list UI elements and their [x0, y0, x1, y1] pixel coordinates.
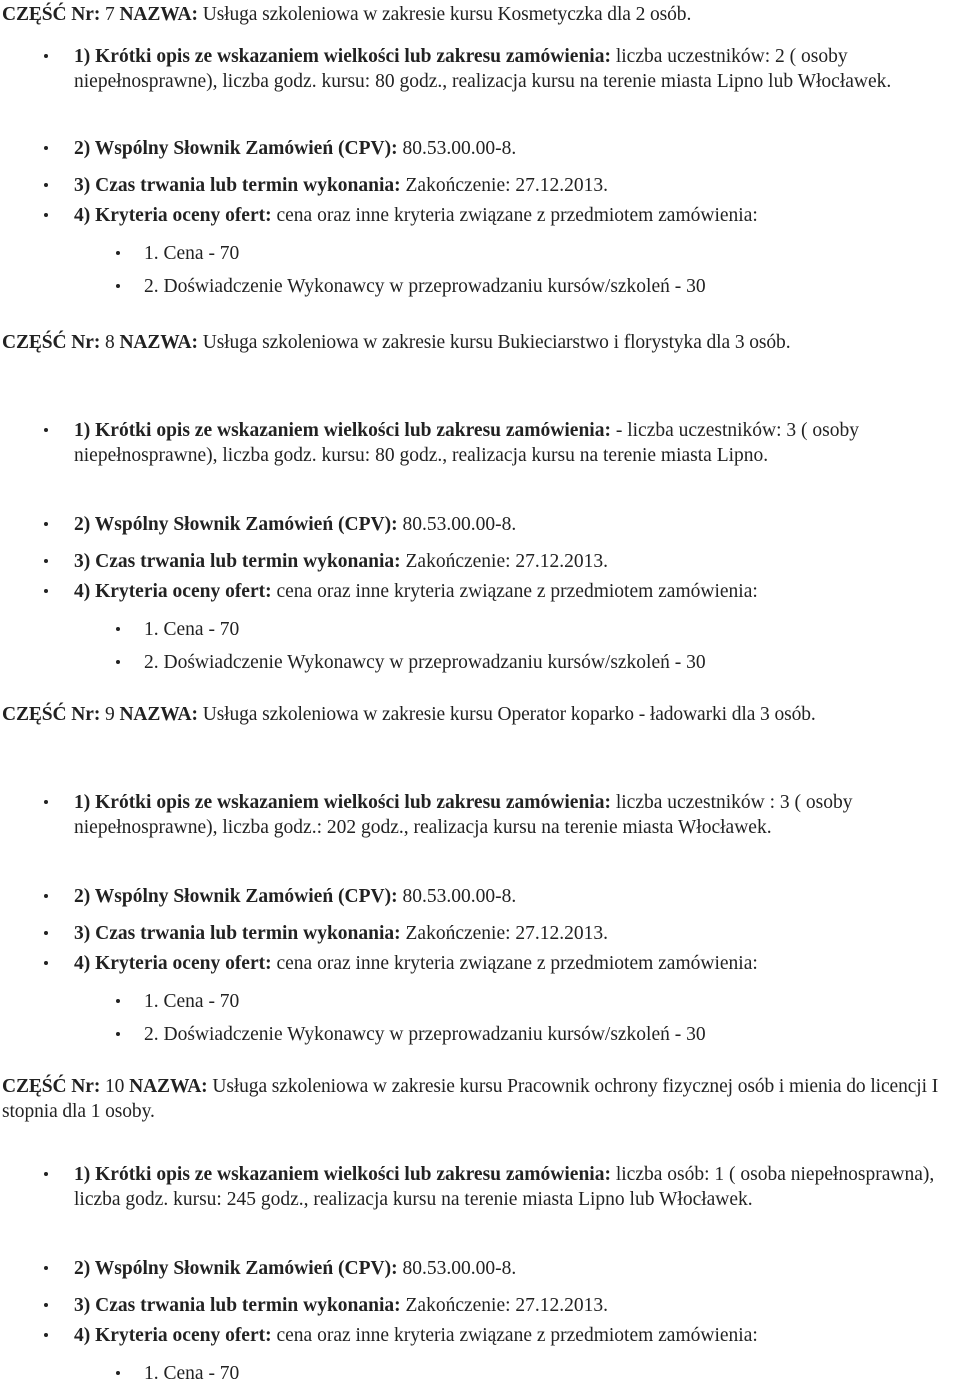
- description-item-label: 1) Krótki opis ze wskazaniem wielkości lub zakresu zamówienia:: [74, 792, 611, 813]
- deadline-item-value: Zakończenie: 27.12.2013.: [400, 175, 609, 196]
- bullet-icon: [44, 146, 48, 150]
- deadline-item-value: Zakończenie: 27.12.2013.: [400, 923, 609, 944]
- criterion-item: [0, 241, 958, 266]
- bullet-icon: [44, 1266, 48, 1270]
- criteria-item-label: 4) Kryteria oceny ofert:: [74, 953, 272, 974]
- part-title: [0, 702, 958, 727]
- cpv-item-value: 80.53.00.00-8.: [397, 886, 517, 907]
- criterion-item: [0, 274, 958, 299]
- bullet-icon: [44, 559, 48, 563]
- bullet-icon: [116, 1032, 120, 1036]
- bullet-icon: [116, 999, 120, 1003]
- criteria-item-label: 4) Kryteria oceny ofert:: [74, 205, 272, 226]
- description-item-value: liczba uczestników: 2 ( osoby niepełnosprawne), liczba godz. kursu: 80 godz., realizacja kursu na terenie miasta Lipno lub Włocławek.: [74, 46, 892, 92]
- criterion-text: 1. Cena - 70: [144, 1363, 240, 1384]
- criterion-item: [0, 617, 958, 642]
- criterion-item: [0, 1361, 958, 1386]
- criteria-item-value: cena oraz inne kryteria związane z przedmiotem zamówienia:: [271, 581, 758, 602]
- criteria-item: [0, 951, 958, 976]
- deadline-item-label: 3) Czas trwania lub termin wykonania:: [74, 923, 401, 944]
- cpv-item: [0, 136, 958, 161]
- cpv-item-label: 2) Wspólny Słownik Zamówień (CPV):: [74, 1258, 398, 1279]
- criterion-text: 1. Cena - 70: [144, 991, 240, 1012]
- cpv-item-label: 2) Wspólny Słownik Zamówień (CPV):: [74, 138, 398, 159]
- cpv-item: [0, 1256, 958, 1281]
- part-number: 10: [100, 1076, 130, 1097]
- cpv-item-value: 80.53.00.00-8.: [397, 138, 517, 159]
- bullet-icon: [116, 1371, 120, 1375]
- deadline-item-label: 3) Czas trwania lub termin wykonania:: [74, 1295, 401, 1316]
- description-item: [0, 418, 958, 468]
- description-item-value: liczba uczestników : 3 ( osoby niepełnosprawne), liczba godz.: 202 godz., realizacja kursu na terenie miasta Włocławek.: [74, 792, 853, 838]
- part-section: [0, 702, 958, 1045]
- description-item: [0, 1162, 958, 1212]
- part-name-label: NAZWA:: [129, 1076, 208, 1097]
- deadline-item-label: 3) Czas trwania lub termin wykonania:: [74, 551, 401, 572]
- bullet-icon: [116, 284, 120, 288]
- cpv-item-value: 80.53.00.00-8.: [397, 1258, 517, 1279]
- criterion-text: 1. Cena - 70: [144, 243, 240, 264]
- part-name: Usługa szkoleniowa w zakresie kursu Kosmetyczka dla 2 osób.: [197, 4, 692, 25]
- criteria-item: [0, 203, 958, 228]
- part-prefix: CZĘŚĆ Nr:: [2, 704, 101, 725]
- deadline-item: [0, 921, 958, 946]
- deadline-item-label: 3) Czas trwania lub termin wykonania:: [74, 175, 401, 196]
- bullet-icon: [44, 931, 48, 935]
- part-name-label: NAZWA:: [119, 4, 198, 25]
- description-item: [0, 790, 958, 840]
- bullet-icon: [44, 213, 48, 217]
- criteria-item-value: cena oraz inne kryteria związane z przedmiotem zamówienia:: [271, 205, 758, 226]
- deadline-item: [0, 549, 958, 574]
- bullet-icon: [116, 251, 120, 255]
- bullet-icon: [116, 627, 120, 631]
- cpv-item-value: 80.53.00.00-8.: [397, 514, 517, 535]
- part-prefix: CZĘŚĆ Nr:: [2, 332, 101, 353]
- deadline-item: [0, 173, 958, 198]
- deadline-item: [0, 1293, 958, 1318]
- criteria-item-value: cena oraz inne kryteria związane z przedmiotem zamówienia:: [271, 953, 758, 974]
- criteria-item: [0, 579, 958, 604]
- cpv-item-label: 2) Wspólny Słownik Zamówień (CPV):: [74, 514, 398, 535]
- bullet-icon: [44, 1303, 48, 1307]
- bullet-icon: [44, 800, 48, 804]
- description-item-label: 1) Krótki opis ze wskazaniem wielkości lub zakresu zamówienia:: [74, 1164, 611, 1185]
- description-item-label: 1) Krótki opis ze wskazaniem wielkości lub zakresu zamówienia:: [74, 420, 611, 441]
- criteria-item: [0, 1323, 958, 1348]
- part-number: 9: [100, 704, 120, 725]
- bullet-icon: [44, 1172, 48, 1176]
- cpv-item: [0, 884, 958, 909]
- criterion-text: 1. Cena - 70: [144, 619, 240, 640]
- criterion-text: 2. Doświadczenie Wykonawcy w przeprowadzaniu kursów/szkoleń - 30: [144, 276, 706, 297]
- part-number: 8: [100, 332, 120, 353]
- description-item: [0, 44, 958, 94]
- description-item-value: liczba osób: 1 ( osoba niepełnosprawna), liczba godz. kursu: 245 godz., realizacja kursu na terenie miasta Lipno lub Włocławek.: [74, 1164, 935, 1210]
- deadline-item-value: Zakończenie: 27.12.2013.: [400, 1295, 609, 1316]
- criterion-item: [0, 650, 958, 675]
- bullet-icon: [44, 428, 48, 432]
- bullet-icon: [44, 961, 48, 965]
- criterion-text: 2. Doświadczenie Wykonawcy w przeprowadzaniu kursów/szkoleń - 30: [144, 652, 706, 673]
- criterion-item: [0, 1022, 958, 1047]
- part-name: Usługa szkoleniowa w zakresie kursu Operator koparko - ładowarki dla 3 osób.: [197, 704, 816, 725]
- part-section: [0, 1074, 958, 1384]
- criteria-item-label: 4) Kryteria oceny ofert:: [74, 581, 272, 602]
- bullet-icon: [44, 1333, 48, 1337]
- criteria-item-value: cena oraz inne kryteria związane z przedmiotem zamówienia:: [271, 1325, 758, 1346]
- part-title: [0, 1074, 958, 1124]
- part-section: [0, 330, 958, 673]
- bullet-icon: [44, 589, 48, 593]
- part-title: [0, 2, 958, 27]
- part-prefix: CZĘŚĆ Nr:: [2, 4, 101, 25]
- cpv-item: [0, 512, 958, 537]
- part-section: [0, 2, 958, 297]
- cpv-item-label: 2) Wspólny Słownik Zamówień (CPV):: [74, 886, 398, 907]
- criterion-text: 2. Doświadczenie Wykonawcy w przeprowadzaniu kursów/szkoleń - 30: [144, 1024, 706, 1045]
- part-title: [0, 330, 958, 355]
- part-name: Usługa szkoleniowa w zakresie kursu Bukieciarstwo i florystyka dla 3 osób.: [197, 332, 791, 353]
- bullet-icon: [44, 183, 48, 187]
- description-item-value: - liczba uczestników: 3 ( osoby niepełnosprawne), liczba godz. kursu: 80 godz., realizacja kursu na terenie miasta Lipno.: [74, 420, 859, 466]
- part-name-label: NAZWA:: [119, 704, 198, 725]
- part-number: 7: [100, 4, 120, 25]
- part-name: Usługa szkoleniowa w zakresie kursu Pracownik ochrony fizycznej osób i mienia do licencji I stopnia dla 1 osoby.: [2, 1076, 939, 1122]
- description-item-label: 1) Krótki opis ze wskazaniem wielkości lub zakresu zamówienia:: [74, 46, 611, 67]
- bullet-icon: [116, 660, 120, 664]
- bullet-icon: [44, 54, 48, 58]
- bullet-icon: [44, 522, 48, 526]
- bullet-icon: [44, 894, 48, 898]
- deadline-item-value: Zakończenie: 27.12.2013.: [400, 551, 609, 572]
- criteria-item-label: 4) Kryteria oceny ofert:: [74, 1325, 272, 1346]
- part-name-label: NAZWA:: [119, 332, 198, 353]
- criterion-item: [0, 989, 958, 1014]
- part-prefix: CZĘŚĆ Nr:: [2, 1076, 101, 1097]
